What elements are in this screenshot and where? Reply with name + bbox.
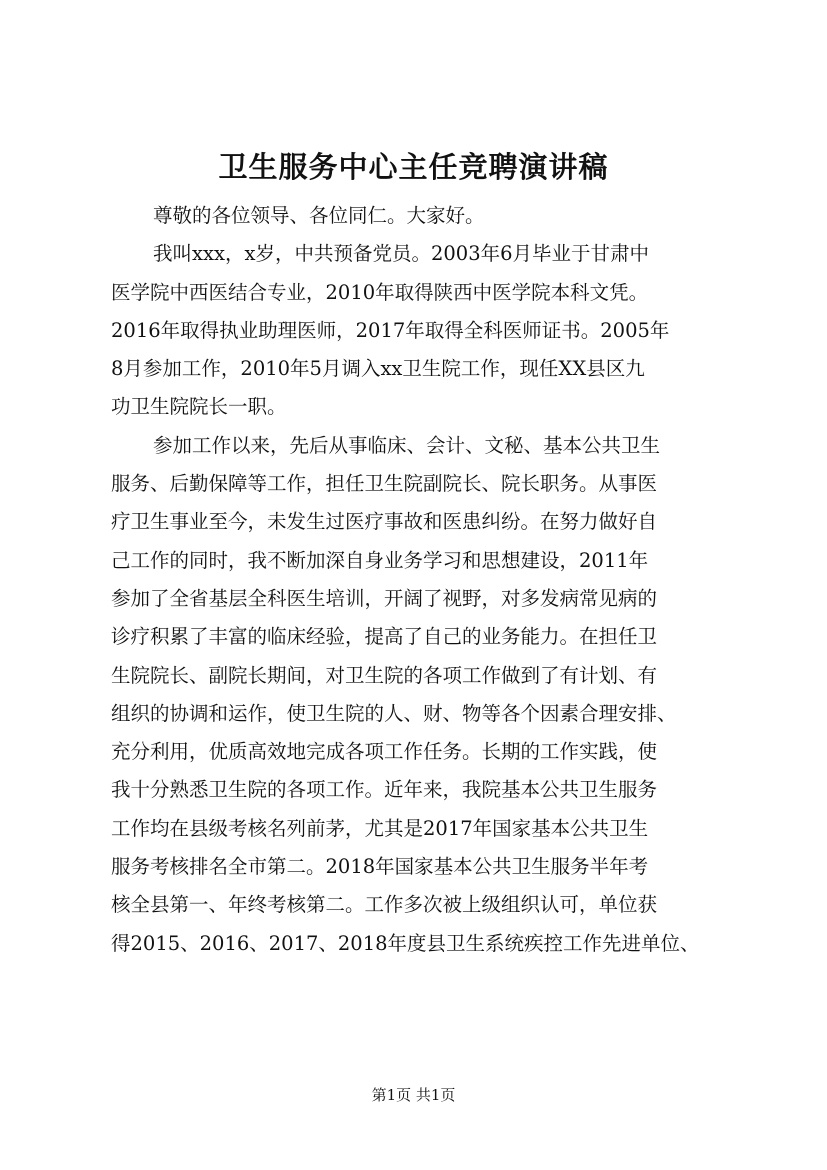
text-line: 己工作的同时，我不断加深自身业务学习和思想建设，2011年 (111, 548, 649, 572)
text-line: 工作均在县级考核名列前茅，尤其是2017年国家基本公共卫生 (111, 816, 649, 840)
document-title: 卫生服务中心主任竞聘演讲稿 (218, 150, 609, 184)
text-line: 充分利用，优质高效地完成各项工作任务。长期的工作实践，使 (111, 740, 658, 764)
text-line: 医学院中西医结合专业，2010年取得陕西中医学院本科文凭。 (111, 280, 649, 304)
text-line: 2016年取得执业助理医师，2017年取得全科医师证书。2005年 (111, 318, 670, 342)
text-line: 服务、后勤保障等工作，担任卫生院副院长、院长职务。从事医 (111, 472, 658, 496)
text-line: 组织的协调和运作，使卫生院的人、财、物等各个因素合理安排、 (111, 701, 677, 725)
document-body (111, 197, 727, 963)
text-line: 得2015、2016、2017、2018年度县卫生系统疾控工作先进单位、 (111, 931, 700, 955)
text-line: 核全县第一、年终考核第二。工作多次被上级组织认可，单位获 (111, 893, 658, 917)
text-line: 8月参加工作，2010年5月调入xx卫生院工作，现任XX县区九 (111, 357, 645, 381)
text-line: 疗卫生事业至今，未发生过医疗事故和医患纠纷。在努力做好自 (111, 510, 658, 534)
text-line: 功卫生院院长一职。 (111, 395, 287, 419)
text-line: 我叫xxx，x岁，中共预备党员。2003年6月毕业于甘肃中 (153, 242, 650, 266)
text-line: 服务考核排名全市第二。2018年国家基本公共卫生服务半年考 (111, 855, 649, 879)
text-line: 参加工作以来，先后从事临床、会计、文秘、基本公共卫生 (153, 433, 661, 457)
page-footer: 第1页 共1页 (371, 1086, 456, 1104)
text-line: 尊敬的各位领导、各位同仁。大家好。 (153, 204, 485, 227)
text-line: 参加了全省基层全科医生培训，开阔了视野，对多发病常见病的 (111, 586, 658, 610)
text-line: 生院院长、副院长期间，对卫生院的各项工作做到了有计划、有 (111, 663, 658, 687)
text-line: 我十分熟悉卫生院的各项工作。近年来，我院基本公共卫生服务 (111, 778, 658, 802)
text-line: 诊疗积累了丰富的临床经验，提高了自己的业务能力。在担任卫 (111, 625, 658, 649)
